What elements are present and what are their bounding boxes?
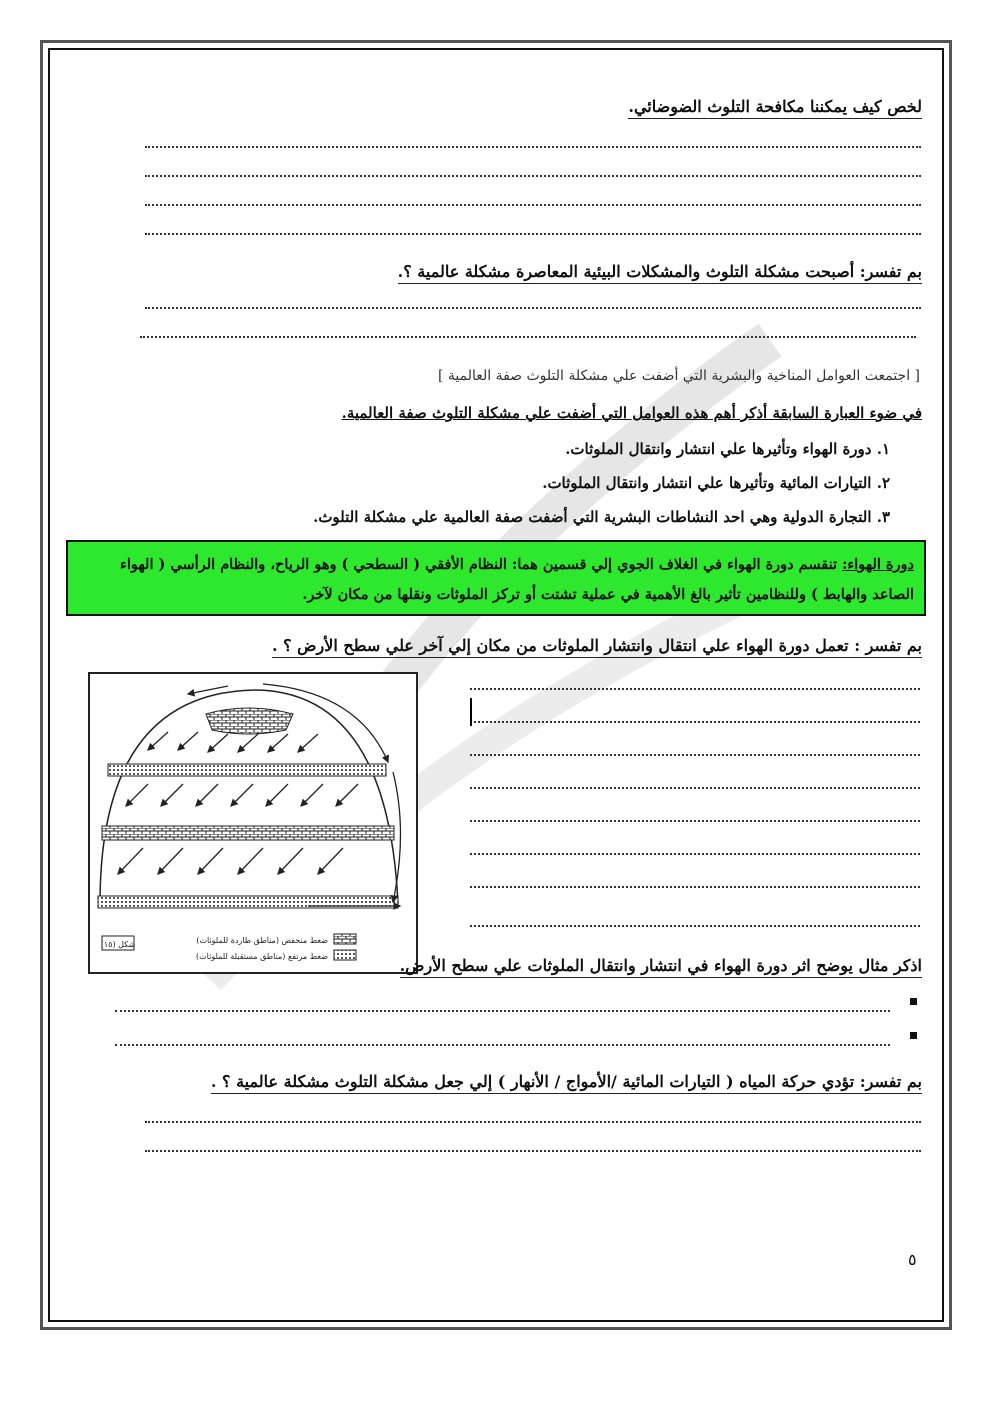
- answer-line[interactable]: [145, 1121, 921, 1123]
- text-cursor: [470, 698, 472, 726]
- question-1: لخص كيف يمكننا مكافحة التلوث الضوضائي.: [628, 97, 922, 119]
- definition-term: دورة الهواء:: [842, 556, 914, 573]
- bullet: [910, 1032, 917, 1039]
- answer-line[interactable]: [115, 1010, 890, 1012]
- question-2: بم تفسر: أصبحت مشكلة التلوث والمشكلات البيئية المعاصرة مشكلة عالمية ؟.: [398, 262, 922, 284]
- answer-line[interactable]: [145, 146, 921, 148]
- answer-line[interactable]: [470, 853, 920, 855]
- answer-line[interactable]: [470, 787, 920, 789]
- question-5: بم تفسر: تؤدي حركة المياه ( التيارات المائية /الأمواج / الأنهار ) إلي جعل مشكلة التلوث مشكلة عالمية ؟ .: [211, 1072, 922, 1094]
- question-4: اذكر مثال يوضح اثر دورة الهواء في انتشار وانتقال الملوثات علي سطح الأرض.: [400, 956, 922, 978]
- answer-line[interactable]: [115, 1044, 890, 1046]
- answer-line[interactable]: [140, 336, 916, 338]
- answer-line[interactable]: [145, 307, 921, 309]
- air-circulation-diagram: [88, 672, 418, 974]
- quote-text: [ اجتمعت العوامل المناخية والبشرية التي أضفت علي مشكلة التلوث صفة العالمية ]: [437, 368, 920, 384]
- answer-line[interactable]: [470, 721, 920, 723]
- answer-line[interactable]: [470, 820, 920, 822]
- answer-line[interactable]: [470, 925, 920, 927]
- figure-label: شكل (١٥): [100, 940, 136, 949]
- factor-item-2: ٢. التيارات المائية وتأثيرها علي انتشار وانتقال الملوثات.: [542, 474, 890, 492]
- legend-high-pressure: ضغط مرتفع (مناطق مستقبلة للملوثات): [196, 952, 328, 961]
- answer-line[interactable]: [470, 754, 920, 756]
- factor-item-3: ٣. التجارة الدولية وهي احد النشاطات البشرية التي أضفت صفة العالمية علي مشكلة التلوث.: [313, 508, 890, 526]
- answer-line[interactable]: [470, 886, 920, 888]
- legend-low-pressure: ضغط منخفض (مناطق طاردة للملوثات): [196, 936, 328, 945]
- intro-instruction: في ضوء العبارة السابقة أذكر أهم هذه العوامل التي أضفت علي مشكلة التلوث صفة العالمية.: [341, 404, 922, 422]
- page-number: ٥: [908, 1250, 917, 1269]
- definition-text: تنقسم دورة الهواء في الغلاف الجوي إلي قسمين هما: النظام الأفقي ( السطحي ) وهو الرياح، والنظام الرأسي ( الهواء الصاعد والهابط ) وللنظامين تأثير بالغ الأهمية في عملية تشتت أو تركز الملوثات ونقلها من مكان لآخر.: [120, 556, 914, 603]
- factor-item-1: ١. دورة الهواء وتأثيرها علي انتشار وانتقال الملوثات.: [565, 440, 890, 458]
- answer-line[interactable]: [145, 204, 921, 206]
- air-circulation-definition-box: [66, 540, 926, 616]
- bullet: [910, 998, 917, 1005]
- question-3: بم تفسر : تعمل دورة الهواء علي انتقال وانتشار الملوثات من مكان إلي آخر علي سطح الأرض ؟ .: [272, 636, 922, 658]
- answer-line[interactable]: [145, 1150, 921, 1152]
- answer-line[interactable]: [145, 233, 921, 235]
- answer-line[interactable]: [145, 175, 921, 177]
- answer-line[interactable]: [470, 688, 920, 690]
